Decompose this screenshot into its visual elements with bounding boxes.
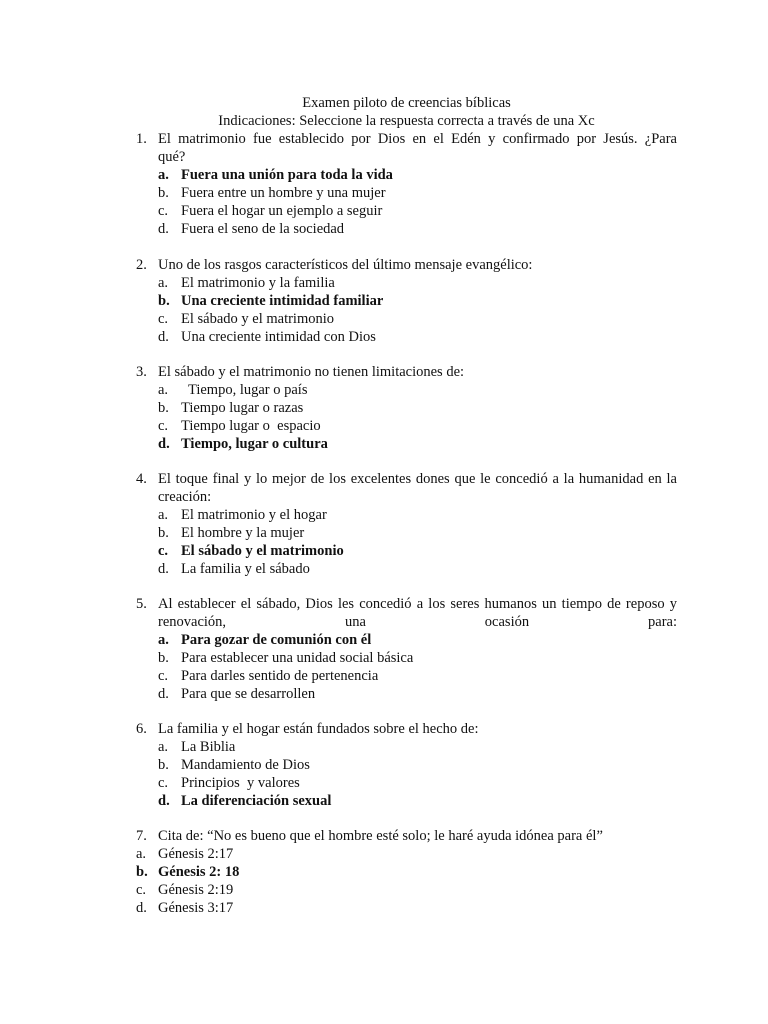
option-letter: b. <box>158 650 169 666</box>
option-letter: c. <box>158 668 169 684</box>
option-text: La Biblia <box>181 739 236 755</box>
question-number: 5. <box>136 596 147 612</box>
option-text: Tiempo lugar o espacio <box>181 418 321 434</box>
option-letter: a. <box>158 167 169 183</box>
option-text: Génesis 2:17 <box>158 846 234 862</box>
option-text: El matrimonio y el hogar <box>181 507 327 523</box>
option-text: Tiempo lugar o razas <box>181 400 304 416</box>
question-number: 6. <box>136 721 147 737</box>
option-text-correct: El sábado y el matrimonio <box>181 543 344 559</box>
option-letter: d. <box>158 221 169 237</box>
question-text-line: qué? <box>158 149 186 165</box>
option-text: Fuera el hogar un ejemplo a seguir <box>181 203 383 219</box>
option-letter: c. <box>158 775 169 791</box>
option-letter: c. <box>158 543 169 559</box>
question-number: 3. <box>136 364 147 380</box>
option-letter: a. <box>158 739 169 755</box>
option-letter: a. <box>158 632 169 648</box>
option-text: El hombre y la mujer <box>181 525 305 541</box>
option-text-correct: La diferenciación sexual <box>181 793 332 809</box>
option-text-correct: Tiempo, lugar o cultura <box>181 436 328 452</box>
option-text: Fuera el seno de la sociedad <box>181 221 345 237</box>
question-text-line: Al establecer el sábado, Dios les concedió a los seres humanos un tiempo de reposo y <box>158 596 677 612</box>
option-text: Génesis 2:19 <box>158 882 234 898</box>
question-number: 4. <box>136 471 147 487</box>
option-text: Para que se desarrollen <box>181 686 316 702</box>
option-text-correct: Fuera una unión para toda la vida <box>181 167 393 183</box>
option-letter: b. <box>158 293 170 309</box>
option-letter: a. <box>158 275 169 291</box>
option-text: Fuera entre un hombre y una mujer <box>181 185 386 201</box>
option-letter: c. <box>158 203 169 219</box>
question-text-line: El matrimonio fue establecido por Dios en el Edén y confirmado por Jesús. ¿Para <box>158 131 677 147</box>
option-letter: d. <box>158 561 169 577</box>
option-text: Tiempo, lugar o país <box>181 382 308 398</box>
option-text: Mandamiento de Dios <box>181 757 310 773</box>
option-text: Principios y valores <box>181 775 300 791</box>
option-text: Una creciente intimidad con Dios <box>181 329 376 345</box>
question-text-line: renovación, una ocasión para: <box>158 614 677 630</box>
question-text: El sábado y el matrimonio no tienen limitaciones de: <box>158 364 465 380</box>
question-text <box>158 595 677 631</box>
question-text: Uno de los rasgos característicos del último mensaje evangélico: <box>158 257 533 273</box>
option-text-correct: Génesis 2: 18 <box>158 864 240 880</box>
question-number: 2. <box>136 257 147 273</box>
option-letter: c. <box>136 882 147 898</box>
question-text: La familia y el hogar están fundados sobre el hecho de: <box>158 721 479 737</box>
option-text: Para darles sentido de pertenencia <box>181 668 379 684</box>
option-letter: b. <box>158 185 169 201</box>
option-text: La familia y el sábado <box>181 561 310 577</box>
option-text-correct: Para gozar de comunión con él <box>181 632 372 648</box>
option-text: Para establecer una unidad social básica <box>181 650 414 666</box>
question-number: 1. <box>136 131 147 147</box>
option-letter: b. <box>158 400 169 416</box>
option-letter: b. <box>158 757 169 773</box>
option-letter: d. <box>158 793 170 809</box>
question-text <box>158 130 677 166</box>
option-letter: a. <box>158 382 169 398</box>
option-letter: c. <box>158 418 169 434</box>
question-number: 7. <box>136 828 147 844</box>
option-letter: a. <box>158 507 169 523</box>
option-letter: a. <box>136 846 147 862</box>
option-text: El sábado y el matrimonio <box>181 311 335 327</box>
question-text-line: creación: <box>158 489 212 505</box>
option-letter: c. <box>158 311 169 327</box>
question-text: Cita de: “No es bueno que el hombre esté solo; le haré ayuda idónea para él” <box>158 828 603 844</box>
option-letter: d. <box>136 900 147 916</box>
option-letter: d. <box>158 329 169 345</box>
option-letter: b. <box>158 525 169 541</box>
option-text: El matrimonio y la familia <box>181 275 335 291</box>
option-text: Génesis 3:17 <box>158 900 234 916</box>
option-letter: d. <box>158 686 169 702</box>
option-letter: d. <box>158 436 170 452</box>
question-text-line: El toque final y lo mejor de los excelentes dones que le concedió a la humanidad en la <box>158 471 677 487</box>
option-letter: b. <box>136 864 148 880</box>
option-text-correct: Una creciente intimidad familiar <box>181 293 384 309</box>
exam-title: Examen piloto de creencias bíblicas <box>302 95 511 111</box>
exam-instructions: Indicaciones: Seleccione la respuesta correcta a través de una Xc <box>218 113 595 129</box>
question-text <box>158 470 677 506</box>
